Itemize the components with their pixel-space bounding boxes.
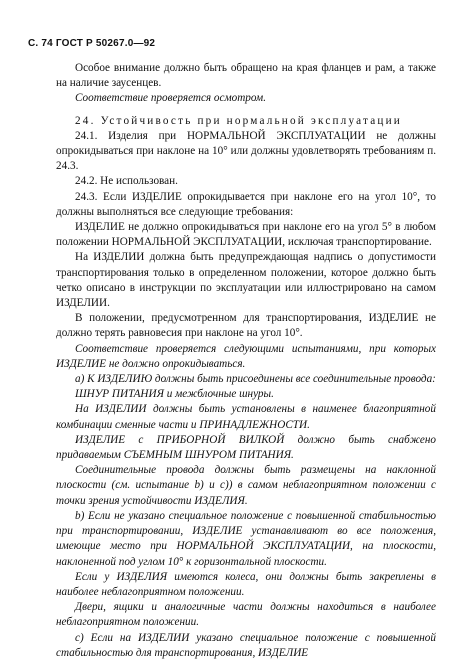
paragraph-24-1: 24.1. Изделия при НОРМАЛЬНОЙ ЭКСПЛУАТАЦИИ не должны опрокидываться при наклоне на 10° или должны удовлетворять требованиям п. 24.3. <box>56 129 436 173</box>
paragraph-warning-label: На ИЗДЕЛИИ должна быть предупреждающая надпись о допустимости транспортирования только в определенном положении, которое должно быть четко описано в инструкции по эксплуатации или иллюстрировано на самом ИЗДЕЛИИ. <box>56 251 436 310</box>
paragraph-transport-position: В положении, предусмотренном для транспортирования, ИЗДЕЛИЕ не должно терять равновесия при наклоне на угол 10°. <box>56 312 436 340</box>
page-body <box>56 61 436 661</box>
paragraph-doors-drawers: Двери, ящики и аналогичные части должны находиться в наиболее неблагоприятном положении. <box>56 601 436 629</box>
paragraph-tilt-5-deg: ИЗДЕЛИЕ не должно опрокидываться при наклоне его на угол 5° в любом положении НОРМАЛЬНОЙ ЭКСПЛУАТАЦИИ, исключая транспортирование. <box>56 221 436 249</box>
paragraph-24-2: 24.2. Не использован. <box>75 175 178 188</box>
paragraph-24-3: 24.3. Если ИЗДЕЛИЕ опрокидывается при наклоне его на угол 10°, то должны выполняться все следующие требования: <box>56 190 436 218</box>
paragraph-test-b: b) Если не указано специальное положение с повышенной стабильностью при транспортировании, ИЗДЕЛИЕ устанавливают во все положения, имеющие место при НОРМАЛЬНОЙ ЭКСПЛУАТАЦИИ, на плоскости, наклоненной под углом 10° к горизонтальной плоскости. <box>56 509 436 568</box>
page-header: С. 74 ГОСТ Р 50267.0—92 <box>28 38 156 49</box>
section-heading-24: 24. Устойчивость при нормальной эксплуатации <box>75 114 402 127</box>
paragraph-check-tests: Соответствие проверяется следующими испытаниями, при которых ИЗДЕЛИЕ не должно опрокидываться. <box>56 342 436 370</box>
paragraph-power-cord: ШНУР ПИТАНИЯ и межблочные шнуры. <box>75 388 274 401</box>
paragraph-appliance-inlet: ИЗДЕЛИЕ с ПРИБОРНОЙ ВИЛКОЙ должно быть снабжено придаваемым СЪЕМНЫМ ШНУРОМ ПИТАНИЯ. <box>56 433 436 462</box>
paragraph-accessories: На ИЗДЕЛИИ должны быть установлены в наименее благоприятной комбинации сменные части и ПРИНАДЛЕЖНОСТИ. <box>56 403 436 431</box>
paragraph-flange-edges: Особое внимание должно быть обращено на края фланцев и рам, а также на наличие заусенцев. <box>56 62 436 90</box>
paragraph-connecting-leads: Соединительные провода должны быть размещены на наклонной плоскости (см. испытание b) и с)) в самом неблагоприятном положении с точки зрения устойчивости ИЗДЕЛИЯ. <box>56 464 436 507</box>
paragraph-check-inspection: Соответствие проверяется осмотром. <box>75 92 266 105</box>
paragraph-test-a: а) К ИЗДЕЛИЮ должны быть присоединены все соединительные провода: <box>75 373 436 386</box>
paragraph-test-c: с) Если на ИЗДЕЛИИ указано специальное положение с повышенной стабильностью для транспортирования, ИЗДЕЛИЕ <box>56 631 436 659</box>
paragraph-wheels: Если у ИЗДЕЛИЯ имеются колеса, они должны быть закреплены в наиболее неблагоприятном положении. <box>56 570 436 598</box>
